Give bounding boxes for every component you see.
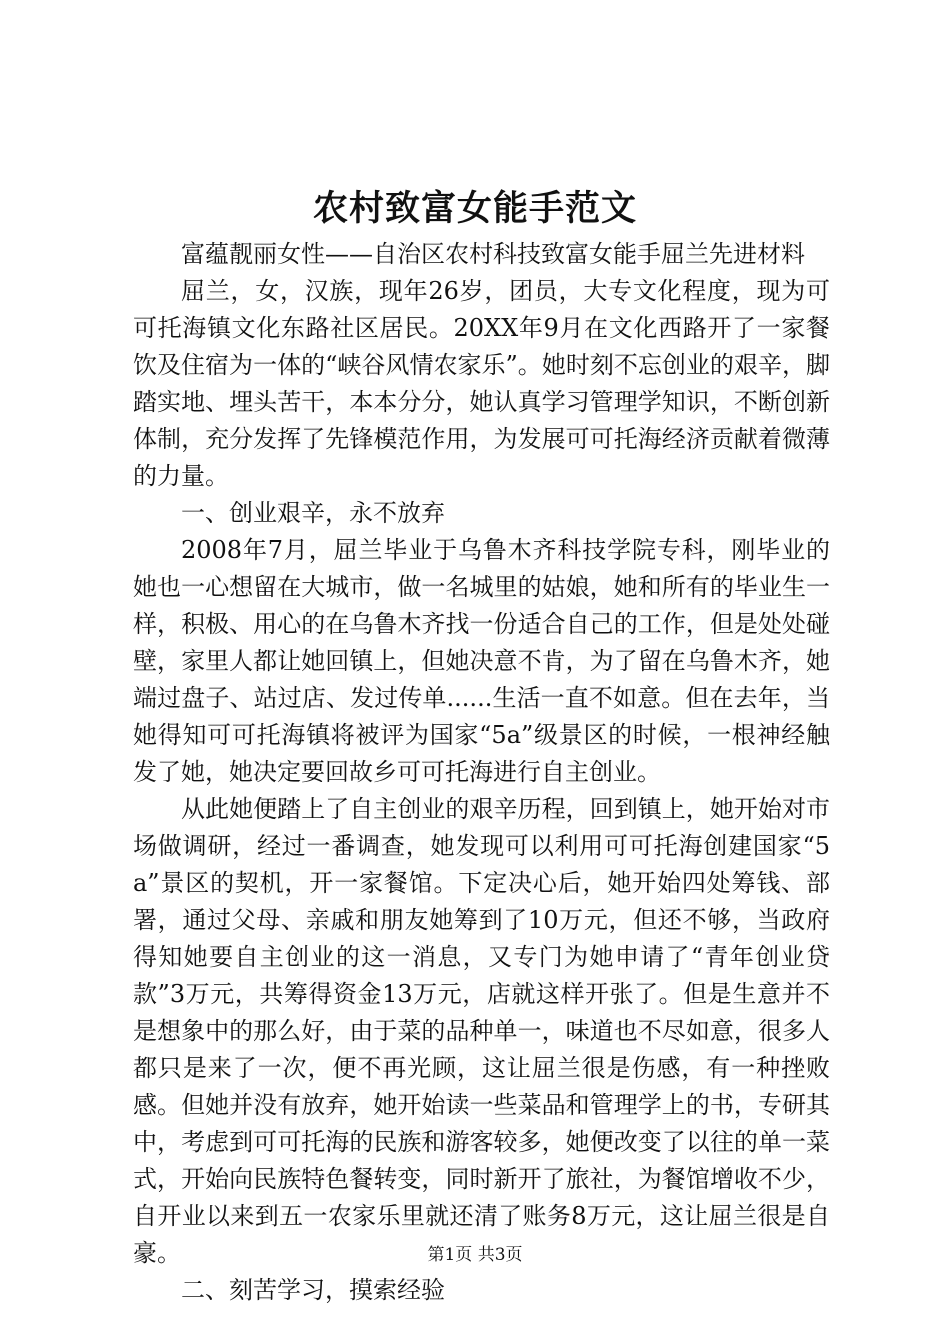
document-title: 农村致富女能手范文 (312, 188, 637, 229)
paragraph-intro: 屈兰，女，汉族，现年26岁，团员，大专文化程度，现为可可托海镇文化东路社区居民。20XX年9月在文化西路开了一家餐饮及住宿为一体的“峡谷风情农家乐”。她时刻不忘创业的艰辛，脚踏实地、埋头苦干，本本分分，她认真学习管理学知识，不断创新体制，充分发挥了先锋模范作用，为发展可可托海经济贡献着微薄的力量。 (133, 277, 830, 490)
section-heading-2: 二、刻苦学习，摸索经验 (181, 1276, 445, 1304)
page-footer: 第1页 共3页 (427, 1245, 523, 1265)
paragraph-section-1b: 从此她便踏上了自主创业的艰辛历程，回到镇上，她开始对市场做调研，经过一番调查，她发现可以利用可可托海创建国家“5a”景区的契机，开一家餐馆。下定决心后，她开始四处筹钱、部署，通过父母、亲戚和朋友她筹到了10万元，但还不够，当政府得知她要自主创业的这一消息，又专门为她申请了“青年创业贷款”3万元，共筹得资金13万元，店就这样开张了。但是生意并不是想象中的那么好，由于菜的品种单一，味道也不尽如意，很多人都只是来了一次，便不再光顾，这让屈兰很是伤感，有一种挫败感。但她并没有放弃，她开始读一些菜品和管理学上的书，专研其中，考虑到可可托海的民族和游客较多，她便改变了以往的单一菜式，开始向民族特色餐转变，同时新开了旅社，为餐馆增收不少，自开业以来到五一农家乐里就还清了账务8万元，这让屈兰很是自豪。 (133, 795, 830, 1267)
section-heading-1: 一、创业艰辛，永不放弃 (181, 499, 445, 527)
paragraph-subtitle: 富蕴靓丽女性——自治区农村科技致富女能手屈兰先进材料 (181, 240, 805, 268)
paragraph-section-1a: 2008年7月，屈兰毕业于乌鲁木齐科技学院专科，刚毕业的她也一心想留在大城市，做一名城里的姑娘，她和所有的毕业生一样，积极、用心的在乌鲁木齐找一份适合自己的工作，但是处处碰壁，家里人都让她回镇上，但她决意不肯，为了留在乌鲁木齐，她端过盘子、站过店、发过传单......生活一直不如意。但在去年，当她得知可可托海镇将被评为国家“5a”级景区的时候，一根神经触发了她，她决定要回故乡可可托海进行自主创业。 (133, 536, 830, 786)
document-body (133, 236, 830, 1309)
